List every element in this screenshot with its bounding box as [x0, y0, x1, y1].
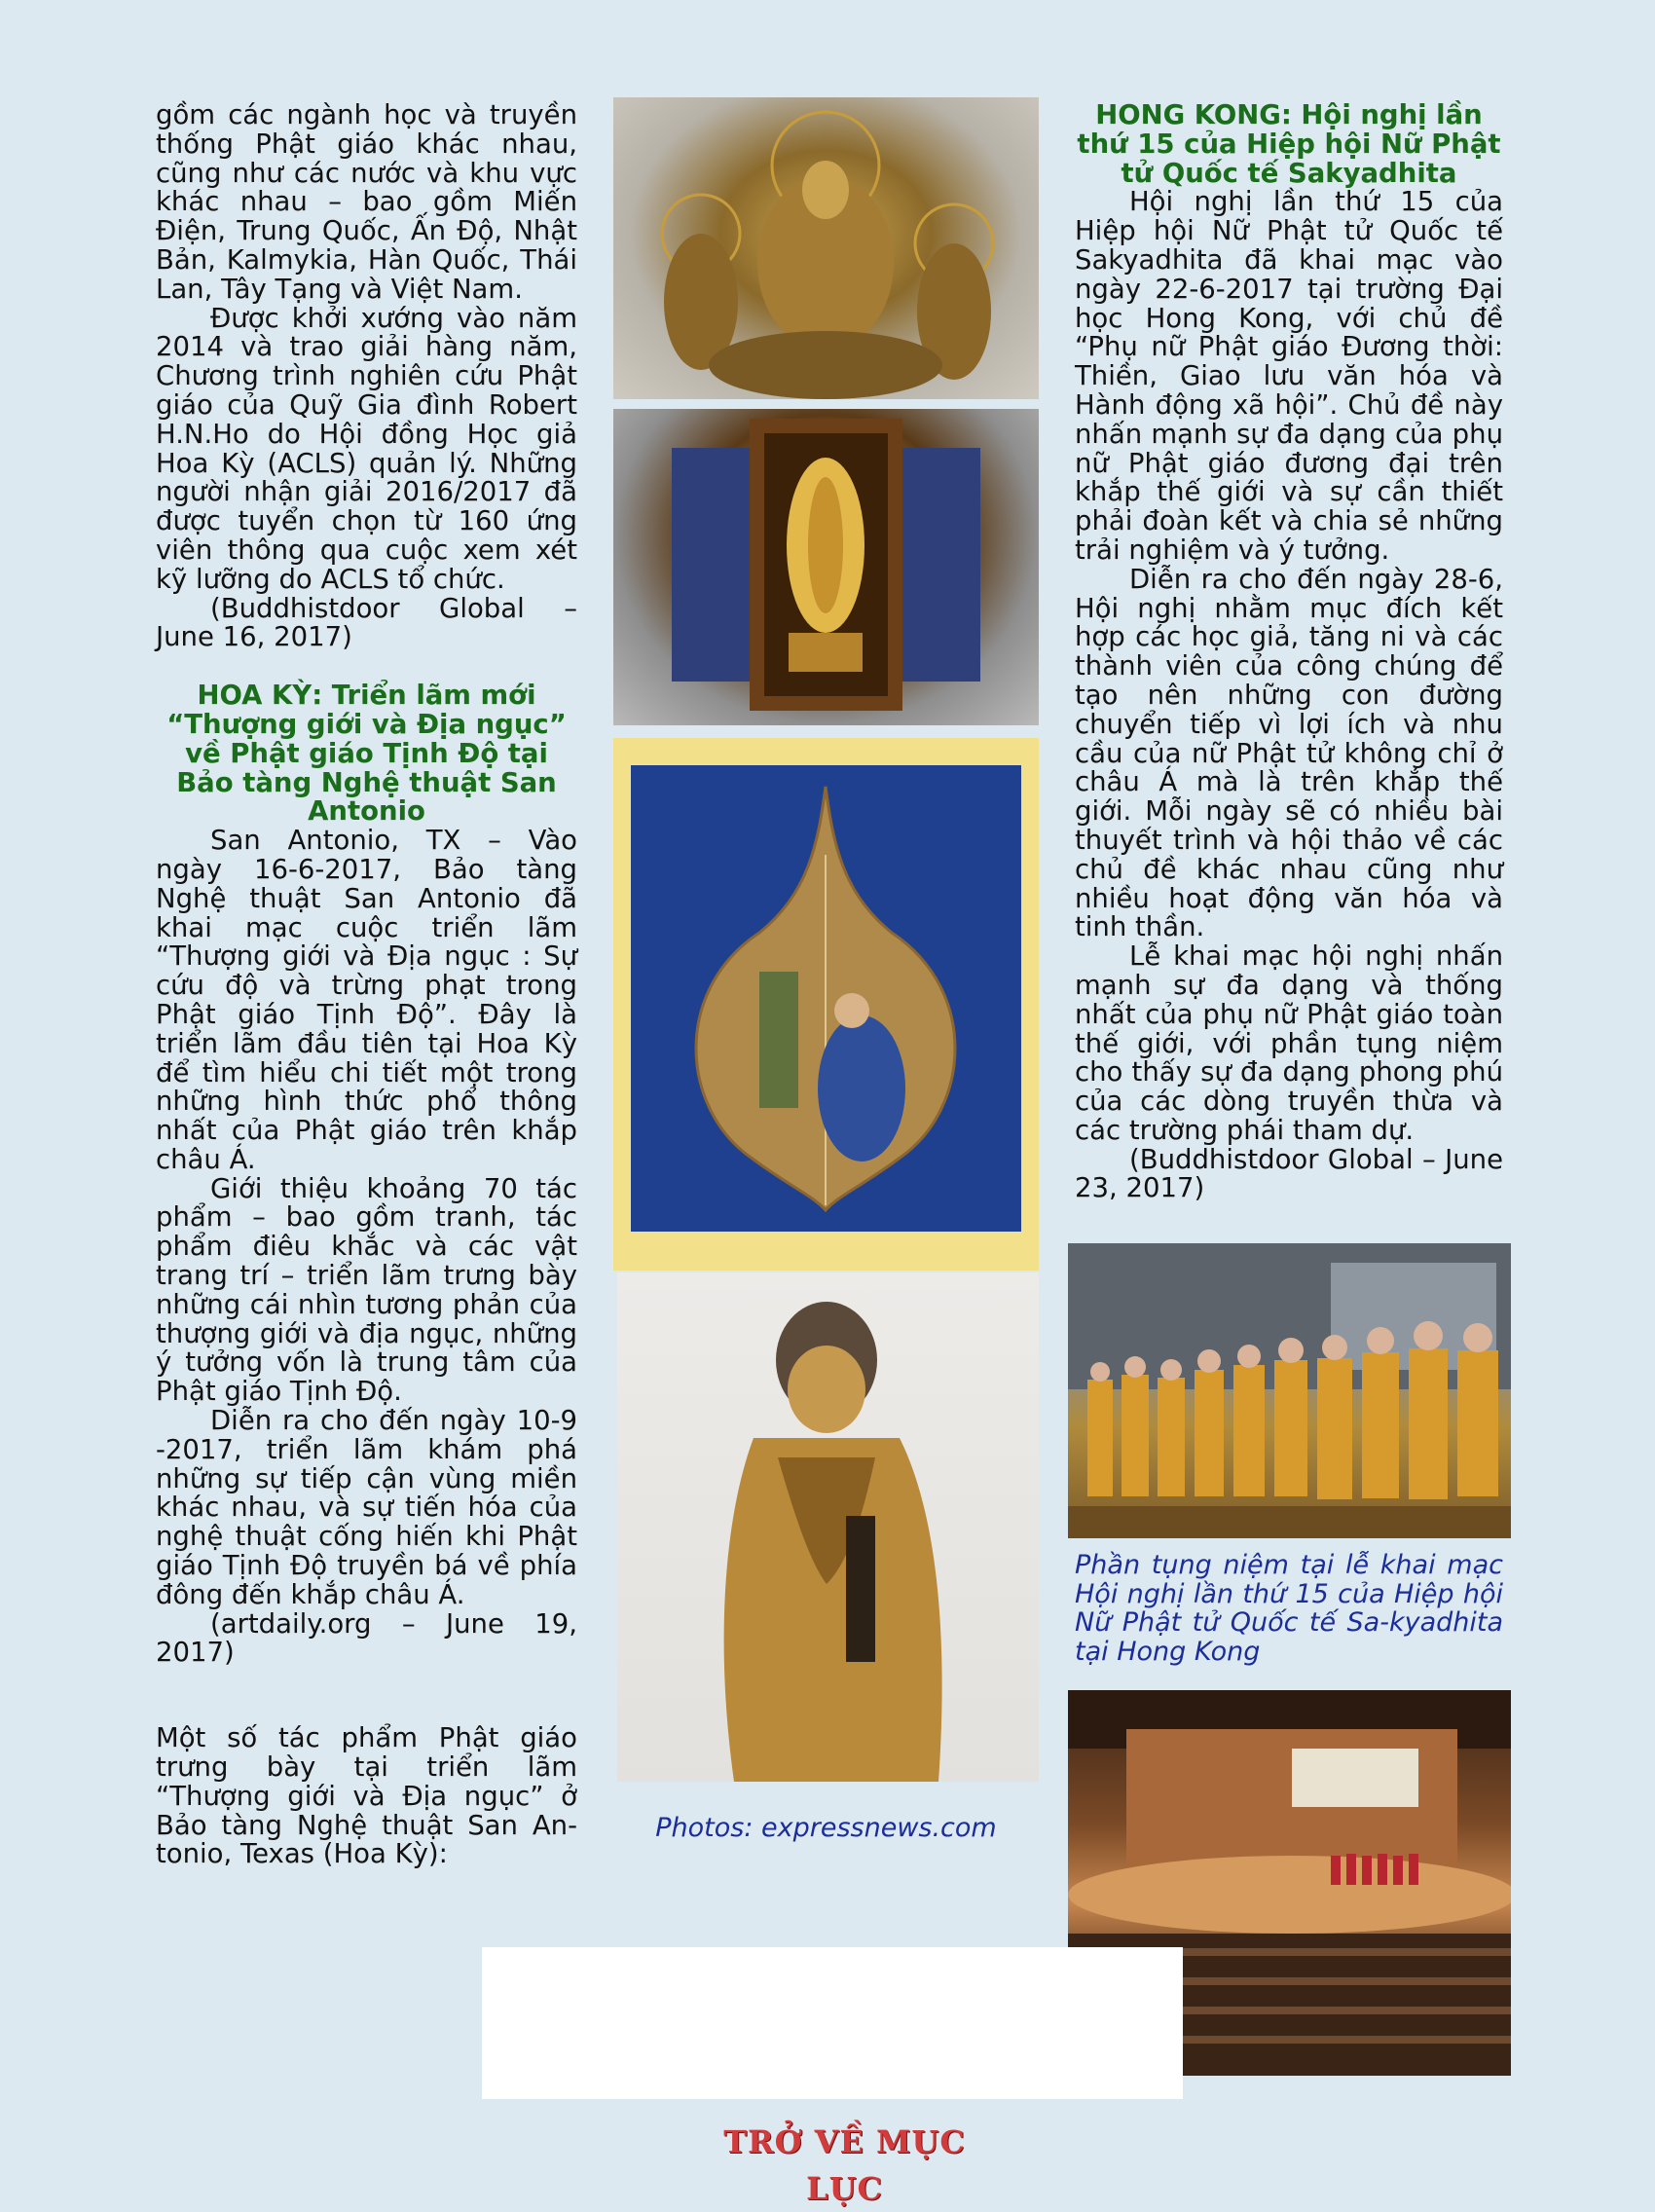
left-paragraph-2: Được khởi xướng vào năm 2014 và trao giải hàng năm, Chương trình nghiên cứu Phật giáo của Quỹ Gia đình Robert H.N.Ho do Hội đồng Học giả Hoa Kỳ (ACLS) quản lý. Những người nhận giải 2016/2017 đã được tuyển chọn từ 160 ứng viên thông qua cuộc xem xét kỹ lưỡng do ACLS tổ chức.	[156, 302, 577, 595]
left-paragraph-3: San Antonio, TX – Vào ngày 16-6-2017, Bảo tàng Nghệ thuật San Antonio đã khai mạc cuộc triển lãm “Thượng giới và Địa ngục : Sự cứu độ và trừng phạt trong Phật giáo Tịnh Độ”. Đây là triển lãm đầu tiên tại Hoa Kỳ để tìm hiểu chi tiết một trong những hình thức phổ thông nhất của Phật giáo trên khắp châu Á.	[156, 825, 577, 1175]
left-paragraph-1: gồm các ngành học và truyền thống Phật giáo khác nhau, cũng như các nước và khu vực khác nhau – bao gồm Miến Điện, Trung Quốc, Ấn Độ, Nhật Bản, Kalmykia, Hàn Quốc, Thái Lan, Tây Tạng và Việt Nam.	[156, 99, 577, 305]
photo-chanting-monks	[1068, 1243, 1511, 1538]
right-paragraph-3: Lễ khai mạc hội nghị nhấn mạnh sự đa dạng và thống nhất của phụ nữ Phật giáo toàn thế giới, với phần tụng niệm cho thấy sự đa dạng phong phú của các dòng truyền thừa và các trường phái tham dự.	[1075, 940, 1503, 1146]
right-paragraph-2: Diễn ra cho đến ngày 28-6, Hội nghị nhằm mục đích kết hợp các học giả, tăng ni và các thành viên của công chúng để tạo nên những con đường chuyển tiếp vì lợi ích và nhu cầu của nữ Phật tử không chỉ ở châu Á mà là trên khắp thế giới. Mỗi ngày sẽ có nhiều bài thuyết trình và hội thảo về các chủ đề khác nhau cũng như nhiều hoạt động văn hóa và tinh thần.	[1075, 563, 1503, 943]
photo-buddhist-shrine	[613, 409, 1039, 725]
left-source-1: (Buddhistdoor Global – June 16, 2017)	[156, 592, 577, 653]
photo-standing-buddha-statue	[617, 1272, 1039, 1782]
back-to-contents-link[interactable]: TRỞ VỀ MỤC LỤC	[723, 2123, 966, 2207]
right-source: (Buddhistdoor Global – June 23, 2017)	[1075, 1143, 1503, 1204]
photo-bodhi-leaf-painting	[613, 738, 1039, 1271]
left-paragraph-5: Diễn ra cho đến ngày 10-9 -2017, triển lãm khám phá những sự tiếp cận vùng miền khác nhau, và sự tiến hóa của nghệ thuật cống hiến khi Phật giáo Tịnh Độ truyền bá về phía đông đến khắp châu Á.	[156, 1405, 577, 1610]
exhibition-photo-note: Một số tác phẩm Phật giáo trưng bày tại triển lãm “Thượng giới và Địa ngục” ở Bảo tàng Nghệ thuật San An-tonio, Texas (Hoa Kỳ):	[156, 1722, 577, 1870]
left-column	[156, 101, 577, 1869]
right-column	[1075, 101, 1503, 1203]
photo-gilded-buddha-triad	[613, 97, 1039, 399]
hong-kong-photo-caption: Phần tụng niệm tại lễ khai mạc Hội nghị lần thứ 15 của Hiệp hội Nữ Phật tử Quốc tế Sa-kyadhita tại Hong Kong	[1075, 1550, 1503, 1667]
hoa-ky-headline: HOA KỲ: Triển lãm mới “Thượng giới và Địa ngục” về Phật giáo Tịnh Độ tại Bảo tàng Nghệ thuật San Antonio	[166, 680, 567, 828]
right-paragraph-1: Hội nghị lần thứ 15 của Hiệp hội Nữ Phật tử Quốc tế Sakyadhita đã khai mạc vào ngày 22-6-2017 tại trường Đại học Hong Kong, với chủ đề “Phụ nữ Phật giáo Đương thời: Thiền, Giao lưu văn hóa và Hành động xã hội”. Chủ đề này nhấn mạnh sự đa dạng của phụ nữ Phật giáo đương đại trên khắp thế giới và sự cần thiết phải đoàn kết và chia sẻ những trải nghiệm và ý tưởng.	[1075, 186, 1503, 566]
left-source-2: (artdaily.org – June 19, 2017)	[156, 1607, 577, 1669]
photo-credit: Photos: expressnews.com	[655, 1813, 997, 1843]
hong-kong-headline: HONG KONG: Hội nghị lần thứ 15 của Hiệp hội Nữ Phật tử Quốc tế Sakyadhita	[1077, 99, 1501, 189]
blank-panel	[482, 1947, 1183, 2099]
left-paragraph-4: Giới thiệu khoảng 70 tác phẩm – bao gồm tranh, tác phẩm điêu khắc và các vật trang trí – triển lãm trưng bày những cái nhìn tương phản của thượng giới và địa ngục, những ý tưởng vốn là trung tâm của Phật giáo Tịnh Độ.	[156, 1172, 577, 1408]
